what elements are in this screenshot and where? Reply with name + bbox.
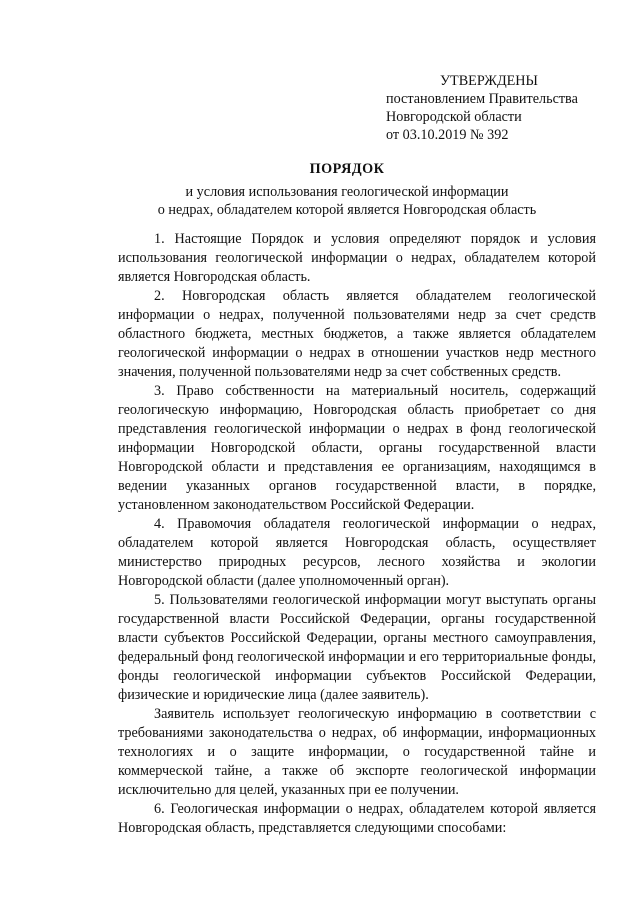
paragraph-5-continuation: Заявитель использует геологическую информацию в соответствии с требованиями законодательства о недрах, об информации, информационных технологиях и о защите информации, о государственной тайне и коммерческой тайне, а также об экспорте геологической информации исключительно для целей, указанных при ее получении. [118, 706, 596, 798]
approval-stamp [386, 72, 626, 144]
document-subtitle-line-2: о недрах, обладателем которой является Новгородская область [157, 202, 537, 218]
paragraph-3: 3. Право собственности на материальный носитель, содержащий геологическую информацию, Новгородская область приобретает со дня представления геологической информации о недрах в фонд геологической информации Новгородской области, органы государственной власти Новгородской области и представления ее организациям, находящимся в ведении указанных органов государственной власти, в порядке, установленном законодательством Российской Федерации. [118, 383, 596, 513]
paragraph-5: 5. Пользователями геологической информации могут выступать органы государственной власти Российской Федерации, органы государственной власти субъектов Российской Федерации, органы местного самоуправления, федеральный фонд геологической информации и его территориальные фонды, фонды геологической информации субъектов Российской Федерации, физические и юридические лица (далее заявитель). [118, 592, 596, 703]
approval-line-2: Новгородской области [386, 109, 522, 125]
paragraph-4: 4. Правомочия обладателя геологической информации о недрах, обладателем которой является Новгородская область, осуществляет министерство природных ресурсов, лесного хозяйства и экологии Новгородской области (далее уполномоченный орган). [118, 516, 596, 589]
document-body [118, 230, 596, 838]
paragraph-6: 6. Геологическая информации о недрах, обладателем которой является Новгородская область, представляется следующими способами: [118, 801, 596, 836]
document-subtitle-line-1: и условия использования геологической информации [185, 184, 509, 200]
paragraph-2: 2. Новгородская область является обладателем геологической информации о недрах, полученной пользователями недр за счет средств областного бюджета, местных бюджетов, а также является обладателем геологической информации о недрах в отношении участков недр местного значения, полученной пользователями недр за счет собственных средств. [118, 288, 596, 380]
approval-heading: УТВЕРЖДЕНЫ [440, 73, 538, 89]
approval-line-3: от 03.10.2019 № 392 [386, 127, 509, 143]
document-title: ПОРЯДОК [309, 161, 385, 177]
approval-line-1: постановлением Правительства [386, 91, 578, 107]
document-title-block [112, 160, 582, 219]
paragraph-1: 1. Настоящие Порядок и условия определяют порядок и условия использования геологической информации о недрах, обладателем которой является Новгородская область. [118, 231, 596, 285]
